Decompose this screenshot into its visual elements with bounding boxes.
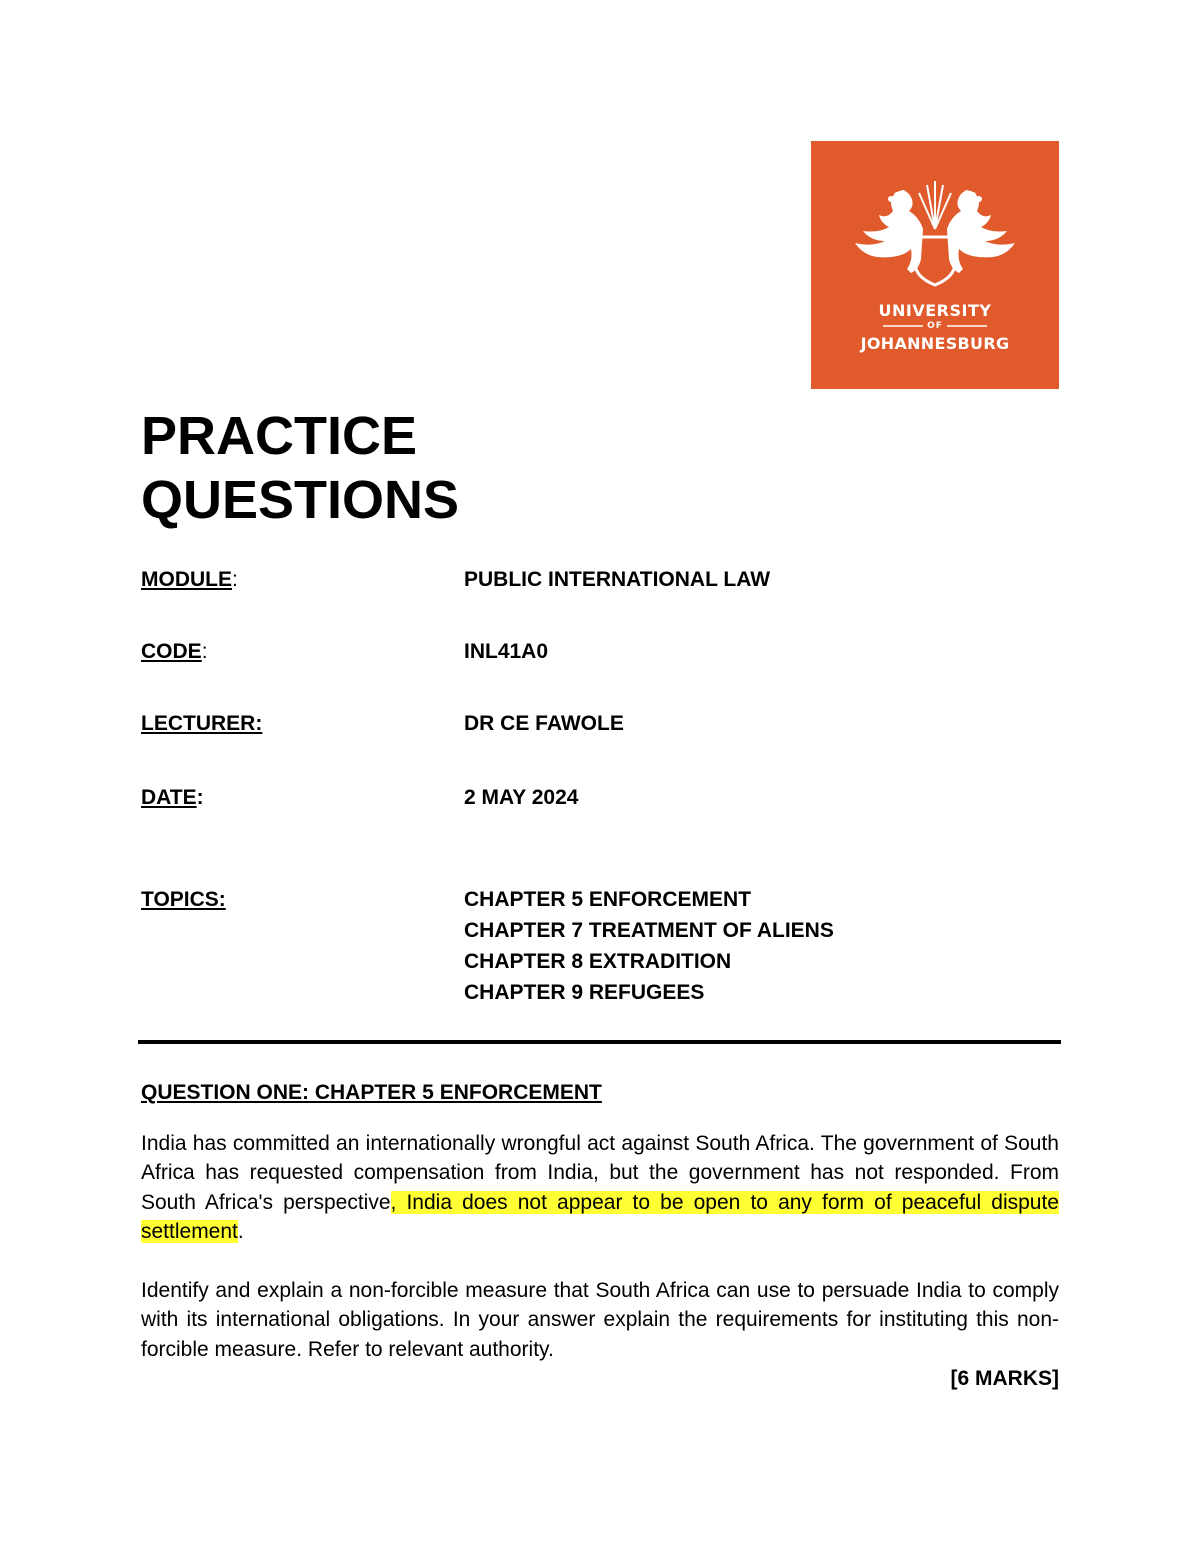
lecturer-value: DR CE FAWOLE — [464, 712, 624, 735]
logo-johannesburg-text: JOHANNESBURG — [860, 334, 1010, 353]
code-value: INL41A0 — [464, 640, 549, 663]
question-one-scenario — [141, 1129, 1059, 1246]
topic-item: CHAPTER 9 REFUGEES — [464, 981, 705, 1004]
page-title-line1: PRACTICE — [141, 406, 418, 466]
topics-list — [464, 884, 834, 1008]
module-value: PUBLIC INTERNATIONAL LAW — [464, 568, 771, 591]
scenario-text: India has committed an internationally wrongful act against South Africa. The government of South Africa has requested compensation from India, but the government has not responded. From South Africa's perspective — [141, 1132, 1059, 1214]
horizontal-divider — [138, 1040, 1061, 1044]
code-label: CODE: — [141, 640, 208, 663]
topics-label: TOPICS: — [141, 888, 226, 911]
topic-item: CHAPTER 5 ENFORCEMENT — [464, 888, 752, 911]
university-logo — [811, 141, 1059, 389]
logo-university-text: UNIVERSITY — [878, 301, 992, 320]
marks-label: [6 MARKS] — [950, 1367, 1059, 1390]
page-title — [141, 404, 459, 532]
question-one-heading: QUESTION ONE: CHAPTER 5 ENFORCEMENT — [141, 1081, 602, 1104]
lecturer-label: LECTURER: — [141, 712, 263, 735]
topic-item: CHAPTER 8 EXTRADITION — [464, 950, 732, 973]
scenario-end: . — [237, 1219, 244, 1243]
page-title-line2: QUESTIONS — [141, 470, 460, 530]
highlighted-text: , India does not appear to be open to any form of peaceful dispute settlement — [141, 1190, 1059, 1243]
date-value: 2 MAY 2024 — [464, 786, 579, 809]
question-one-instruction: Identify and explain a non-forcible measure that South Africa can use to persuade India to comply with its international obligations. In your answer explain the requirements for instituting this non-forcible measure. Refer to relevant authority. — [141, 1279, 1059, 1361]
topic-item: CHAPTER 7 TREATMENT OF ALIENS — [464, 919, 834, 942]
logo-of-text: OF — [927, 321, 943, 331]
date-label: DATE: — [141, 786, 204, 809]
module-label: MODULE: — [141, 568, 238, 591]
